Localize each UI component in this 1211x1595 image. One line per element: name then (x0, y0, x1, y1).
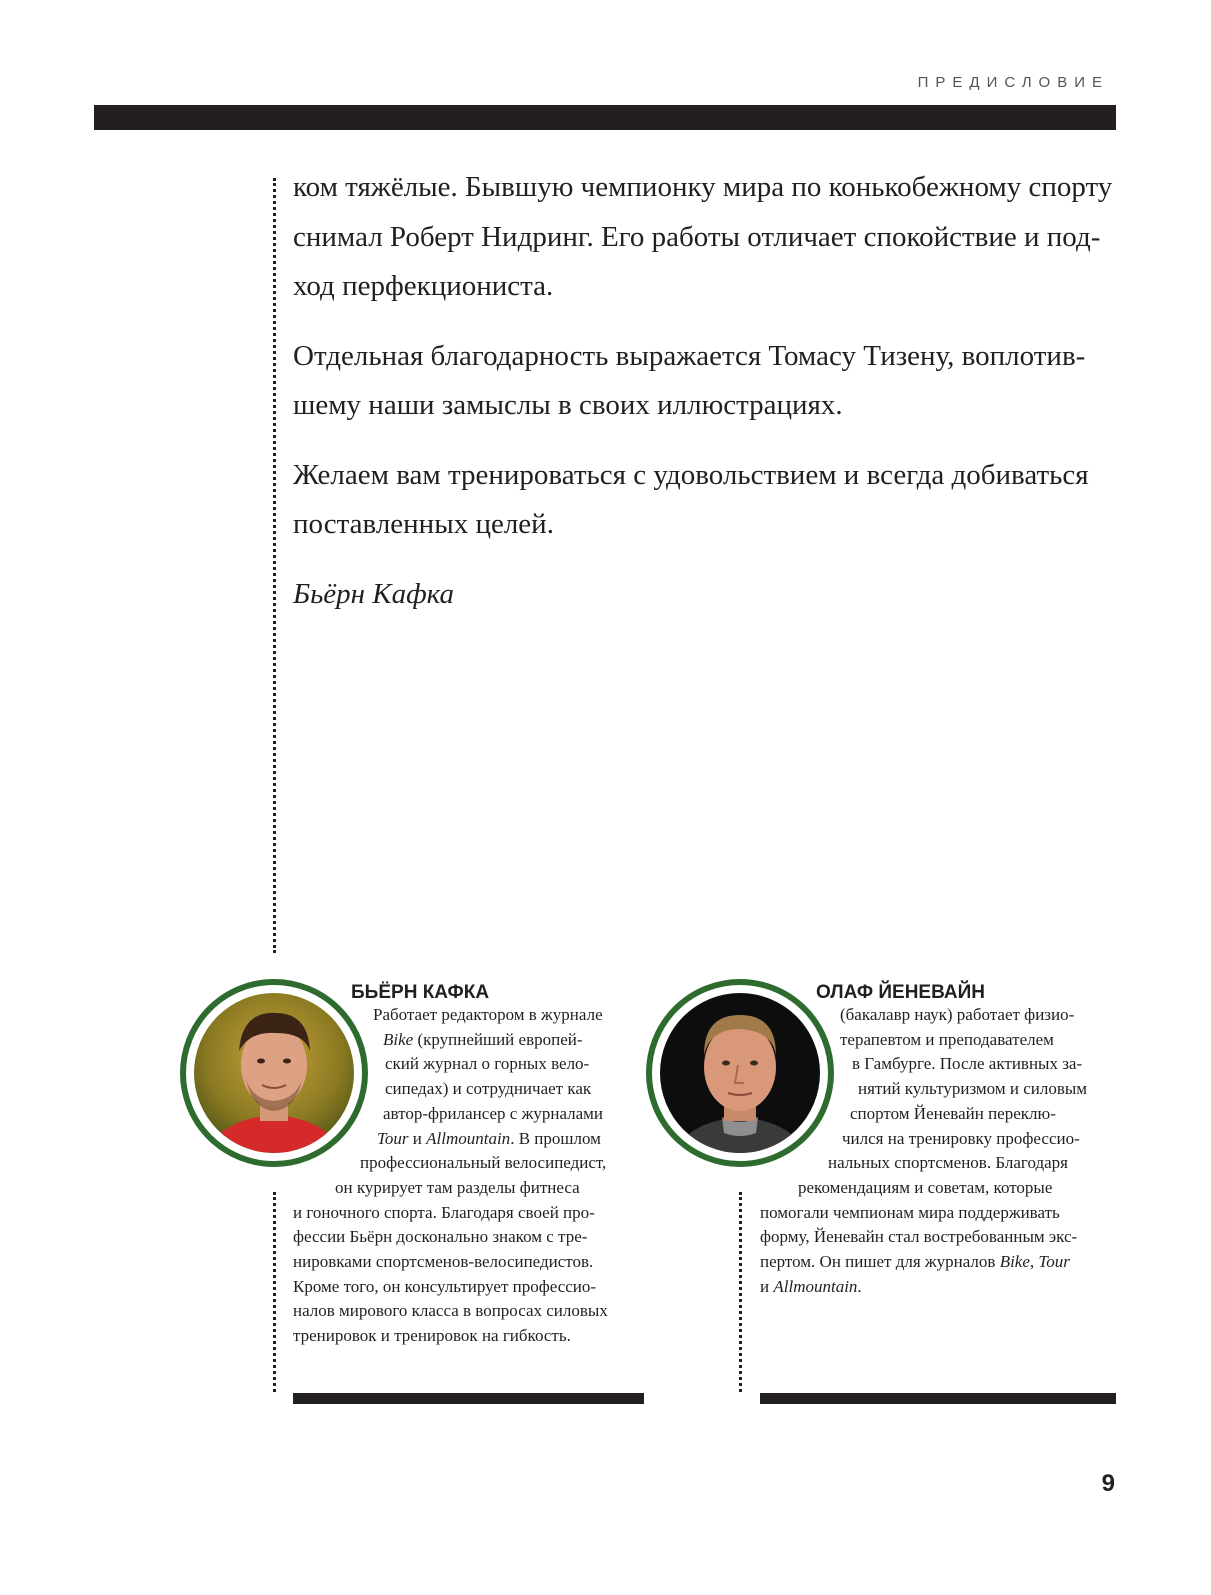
text-line: снимал Роберт Нидринг. Его работы отличает спокойствие и под- (293, 220, 1101, 253)
bio-line: и Allmountain. (760, 1276, 862, 1296)
bio-line: Bike (крупнейший европей- (383, 1029, 583, 1049)
dotted-guide-main (273, 178, 276, 953)
text-line: шему наши замыслы в своих иллюстрациях. (293, 389, 843, 421)
dotted-guide-author-2 (739, 1192, 742, 1392)
author-name-olaf-jenewein: ОЛАФ ЙЕНЕВАЙН (816, 982, 985, 1003)
bio-line: чился на тренировку профессио- (842, 1128, 1080, 1148)
running-head: ПРЕДИСЛОВИЕ (917, 74, 1109, 91)
bio-line: профессиональный велосипедист, (360, 1153, 607, 1173)
bio-line: (бакалавр наук) работает физио- (840, 1005, 1075, 1024)
text-line: поставленных целей. (293, 508, 554, 540)
paragraph-3 (293, 451, 1123, 550)
bio-line: Кроме того, он консультирует профессио- (293, 1276, 597, 1296)
bio-line: спортом Йеневайн переклю- (850, 1103, 1056, 1123)
bio-line: ский журнал о горных вело- (385, 1054, 590, 1074)
main-text (293, 163, 1123, 639)
bio-line: Tour и Allmountain. В прошлом (377, 1128, 601, 1148)
bio-line: фессии Бьёрн досконально знаком с тре- (293, 1227, 588, 1247)
bottom-rule-author-1 (293, 1393, 644, 1404)
signature: Бьёрн Кафка (293, 577, 455, 610)
bio-line: сипедах) и сотрудничает как (385, 1079, 592, 1099)
bio-line: в Гамбурге. После активных за- (852, 1054, 1083, 1074)
dotted-guide-author-1 (273, 1192, 276, 1392)
bio-line: автор-фрилансер с журналами (383, 1103, 604, 1123)
bio-line: помогали чемпионам мира поддерживать (760, 1202, 1060, 1222)
bio-line: форму, Йеневайн стал востребованным экс- (760, 1227, 1078, 1247)
text-line: ход перфекциониста. (293, 270, 554, 302)
bio-olaf-jenewein (760, 1003, 1120, 1299)
author-name-bjoern-kafka: БЬЁРН КАФКА (351, 982, 490, 1003)
bio-line: рекомендациям и советам, которые (798, 1177, 1053, 1197)
paragraph-2 (293, 332, 1123, 431)
text-line: Желаем вам тренироваться с удовольствием и всегда добиваться (293, 458, 1089, 491)
bio-line: нятий культуризмом и силовым (858, 1079, 1088, 1099)
paragraph-1 (293, 163, 1123, 312)
page-number: 9 (1101, 1470, 1115, 1497)
bio-line: пертом. Он пишет для журналов Bike, Tour (760, 1252, 1070, 1272)
header-rule (94, 105, 1116, 130)
bio-line: Работает редактором в журнале (373, 1005, 603, 1024)
bio-line: он курирует там разделы фитнеса (335, 1177, 580, 1197)
bio-line: терапевтом и преподавателем (840, 1029, 1054, 1049)
bottom-rule-author-2 (760, 1393, 1116, 1404)
bio-bjoern-kafka (293, 1003, 653, 1349)
bio-line: нировками спортсменов-велосипедистов. (293, 1252, 594, 1272)
bio-line: тренировок и тренировок на гибкость. (293, 1326, 571, 1346)
text-line: ком тяжёлые. Бывшую чемпионку мира по конькобежному спорту (293, 171, 1113, 203)
bio-line: налов мирового класса в вопросах силовых (293, 1301, 608, 1321)
text-line: Отдельная благодарность выражается Томасу Тизену, воплотив- (293, 339, 1086, 372)
bio-line: и гоночного спорта. Благодаря своей про- (293, 1202, 595, 1222)
bio-line: нальных спортсменов. Благодаря (828, 1153, 1068, 1173)
